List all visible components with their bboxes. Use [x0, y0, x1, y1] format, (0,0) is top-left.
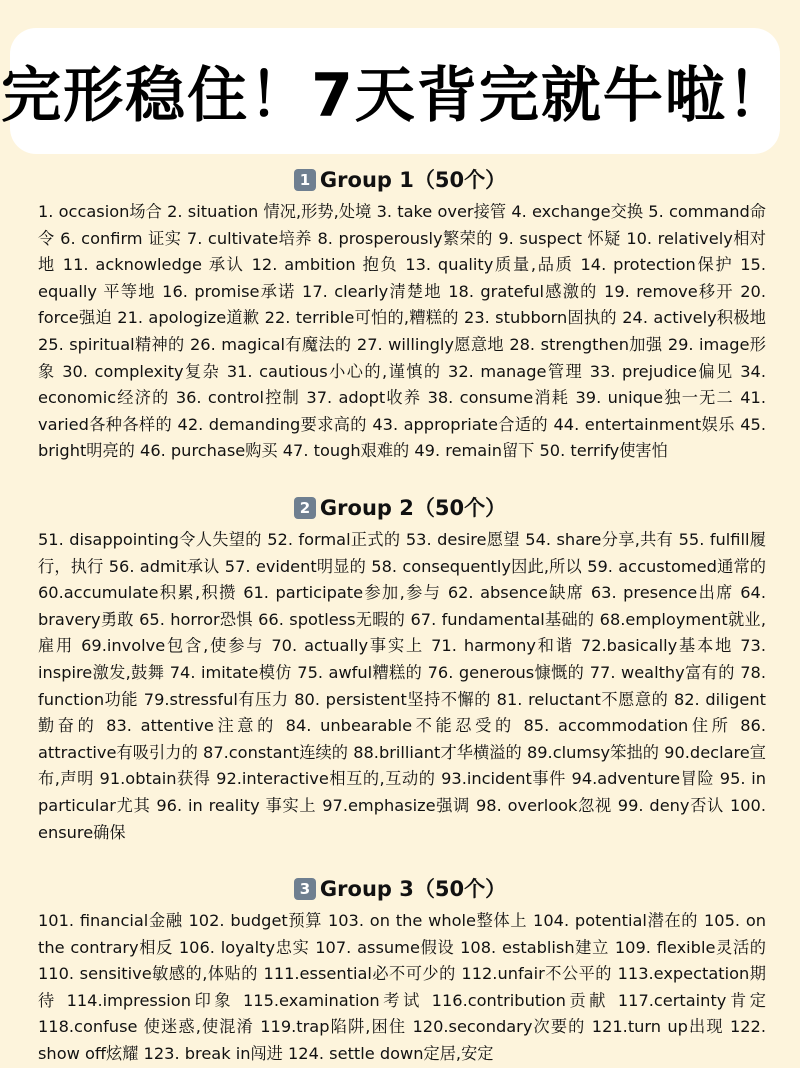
group-2-word-list: 51. disappointing令人失望的 52. formal正式的 53. desire愿望 54. share分享,共有 55. fulfill履行，执行 56. admit承认 57. evident明显的 58. consequently因此,所以 59. accustomed通常的 60.accumulate积累,积攒 61. participate参加,参与 62. absence缺席 63. presence出席 64. bravery勇敢 65. horror恐惧 66. spotless无暇的 67. fundamental基础的 68.employment就业,雇用 69.involve包含,使参与 70. actually事实上 71. harmony和谐 72.basically基本地 73. inspire激发,鼓舞 74. imitate模仿 75. awful糟糕的 76. generous慷慨的 77. wealthy富有的 78. function功能 79.stressful有压力 80. persistent坚持不懈的 81. reluctant不愿意的 82. diligent勤奋的 83. attentive注意的 84. unbearable不能忍受的 85. accommodation住所 86. attractive有吸引力的 87.constant连续的 88.brilliant才华横溢的 89.clumsy笨拙的 90.declare宣布,声明 91.obtain获得 92.interactive相互的,互动的 93.incident事件 94.adventure冒险 95. in particular尤其 96. in reality 事实上 97.emphasize强调 98. overlook忽视 99. deny否认 100. ensure确保 — [38, 530, 767, 842]
group-1-word-list: 1. occasion场合 2. situation 情况,形势,处境 3. take over接管 4. exchange交换 5. command命令 6. confirm 证实 7. cultivate培养 8. prosperously繁荣的 9. suspect 怀疑 10. relatively相对地 11. acknowledge 承认 12. ambition 抱负 13. quality质量,品质 14. protection保护 15. equally 平等地 16. promise承诺 17. clearly清楚地 18. grateful感激的 19. remove移开 20. force强迫 21. apologize道歉 22. terrible可怕的,糟糕的 23. stubborn固执的 24. actively积极地 25. spiritual精神的 26. magical有魔法的 27. willingly愿意地 28. strengthen加强 29. image形象 30. complexity复杂 31. cautious小心的,谨慎的 32. manage管理 33. prejudice偏见 34. economic经济的 36. control控制 37. adopt收养 38. consume消耗 39. unique独一无二 41. varied各种各样的 42. demanding要求高的 43. appropriate合适的 44. entertainment娱乐 45. bright明亮的 46. purchase购买 47. tough艰难的 49. remain留下 50. terrify使害怕 — [38, 202, 766, 461]
title-banner — [1, 28, 789, 154]
group-1-header — [0, 165, 800, 195]
number-1-badge-icon: 1 — [294, 169, 316, 191]
group-3-title: Group 3（50个） — [319, 877, 507, 901]
group-3-header — [0, 874, 800, 904]
number-2-badge-icon: 2 — [294, 497, 316, 519]
group-1-title: Group 1（50个） — [319, 168, 507, 192]
number-3-badge-icon: 3 — [294, 878, 316, 900]
group-2-title: Group 2（50个） — [319, 496, 507, 520]
group-3-word-list: 101. financial金融 102. budget预算 103. on the whole整体上 104. potential潜在的 105. on the contrary相反 106. loyalty忠实 107. assume假设 108. establish建立 109. flexible灵活的 110. sensitive敏感的,体贴的 111.essential必不可少的 112.unfair不公平的 113.expectation期待 114.impression印象 115.examination考试 116.contribution贡献 117.certainty肯定 118.confuse 使迷惑,使混淆 119.trap陷阱,困住 120.secondary次要的 121.turn up出现 122. show off炫耀 123. break in闯进 124. settle down定居,安定 — [38, 911, 766, 1063]
group-2-header — [0, 493, 800, 523]
page-title: 完形稳住！7天背完就牛啦！ — [1, 61, 789, 131]
